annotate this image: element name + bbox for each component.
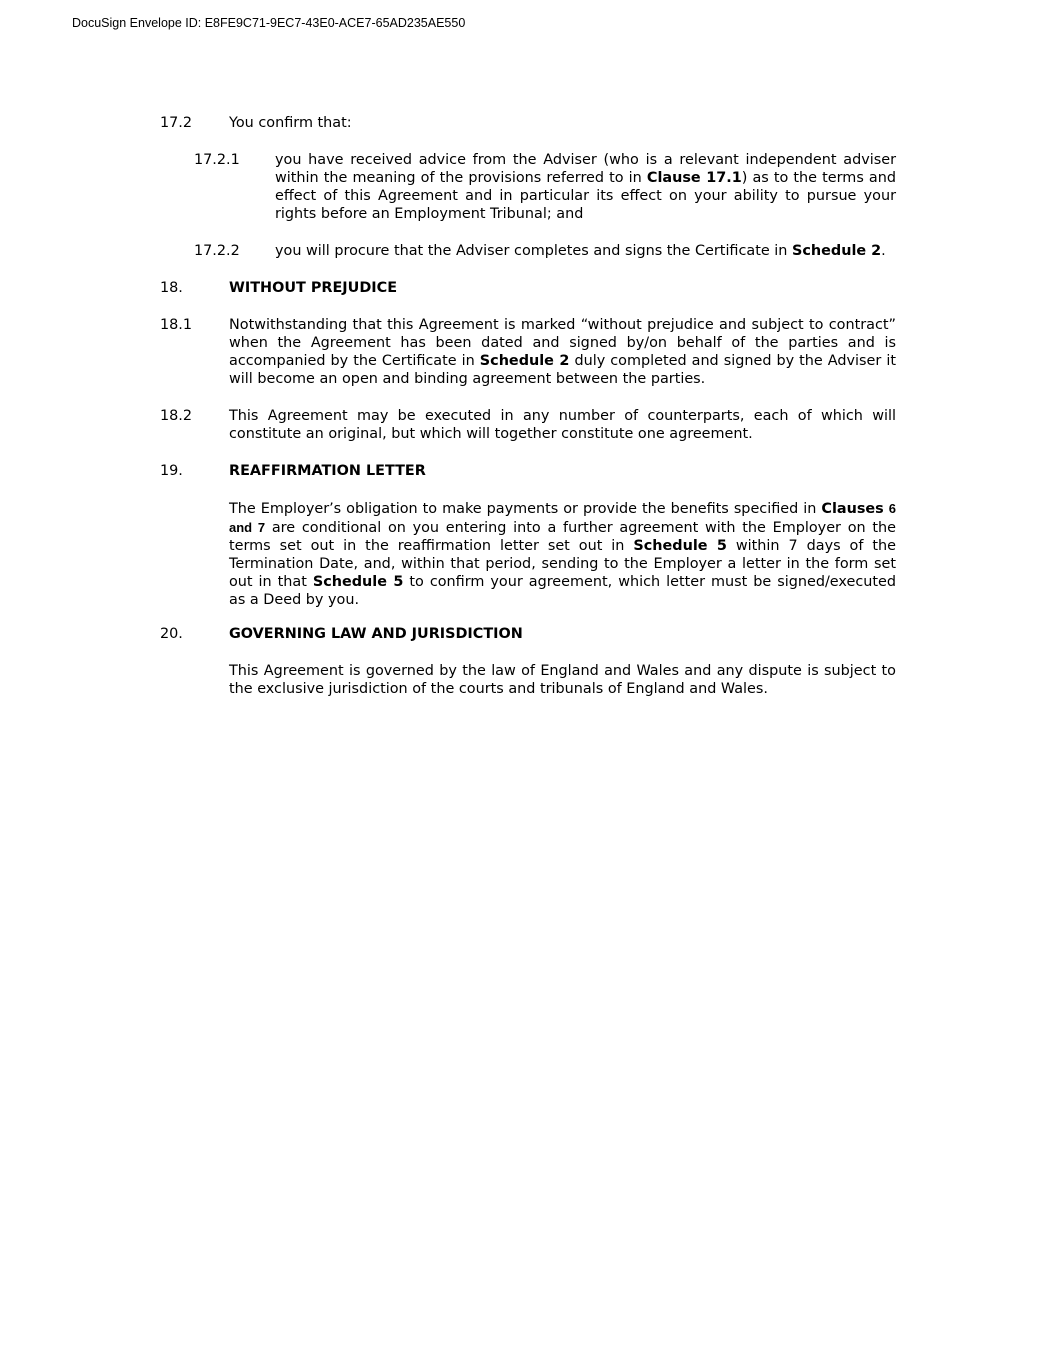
clause-text — [275, 243, 896, 261]
schedule-reference: Schedule 2 — [479, 352, 570, 369]
section-number: 19. — [160, 463, 183, 479]
section-heading: WITHOUT PREJUDICE — [229, 280, 398, 296]
text-run: you will procure that the Adviser completes and signs the Certificate in — [275, 243, 792, 259]
text-run: within 7 days of the Termination Date, and, within that period, sending to the Employer a letter in the form set out in that — [229, 537, 896, 590]
clause-text: This Agreement may be executed in any number of counterparts, each of which will constitute an original, but which will together constitute one agreement. — [229, 408, 896, 442]
clause-reference: Clause 17.1 — [646, 169, 742, 186]
section-heading: GOVERNING LAW AND JURISDICTION — [229, 626, 523, 642]
schedule-reference: Schedule 5 — [633, 537, 727, 554]
clause-reference: 6 and 7 — [229, 501, 896, 535]
clause-number: 17.2 — [160, 115, 193, 131]
text-run: The Employer’s obligation to make payments or provide the benefits specified in — [229, 501, 822, 517]
section-text — [229, 500, 896, 609]
clause-number: 18.1 — [160, 317, 193, 333]
text-run: Notwithstanding that this Agreement is marked “without prejudice and subject to contract” when the Agreement has been dated and signed by/on behalf of the parties and is accompanied by the Certificate in — [229, 317, 896, 369]
clause-number: 17.2.2 — [194, 243, 240, 259]
schedule-reference: Schedule 2 — [792, 243, 882, 259]
clause-reference: Clauses — [821, 501, 884, 517]
clause-number: 18.2 — [160, 408, 193, 424]
clause-number: 17.2.1 — [194, 152, 240, 168]
section-heading: REAFFIRMATION LETTER — [229, 463, 426, 479]
text-run: to confirm your agreement, which letter must be signed/executed as a Deed by you. — [229, 573, 896, 608]
text-run: are conditional on you entering into a further agreement with the Employer on the terms set out in the reaffirmation letter set out in — [229, 519, 896, 554]
clause-text — [229, 317, 896, 389]
clause-text — [275, 152, 896, 224]
text-run: you have received advice from the Adviser (who is a relevant independent adviser within the meaning of the provisions referred to in — [275, 152, 896, 186]
text-run: ) as to the terms and effect of this Agreement and in particular its effect on your ability to pursue your rights before an Employment Tribunal; and — [275, 169, 896, 222]
text-run: duly completed and signed by the Adviser it will become an open and binding agreement between the parties. — [229, 352, 896, 387]
schedule-reference: Schedule 5 — [312, 573, 404, 590]
clause-text: You confirm that: — [229, 115, 352, 131]
docusign-envelope-id: DocuSign Envelope ID: E8FE9C71-9EC7-43E0-ACE7-65AD235AE550 — [72, 16, 466, 30]
section-number: 18. — [160, 280, 183, 296]
section-text: This Agreement is governed by the law of England and Wales and any dispute is subject to the exclusive jurisdiction of the courts and tribunals of England and Wales. — [229, 663, 896, 697]
section-number: 20. — [160, 626, 183, 642]
text-run: . — [881, 243, 886, 259]
